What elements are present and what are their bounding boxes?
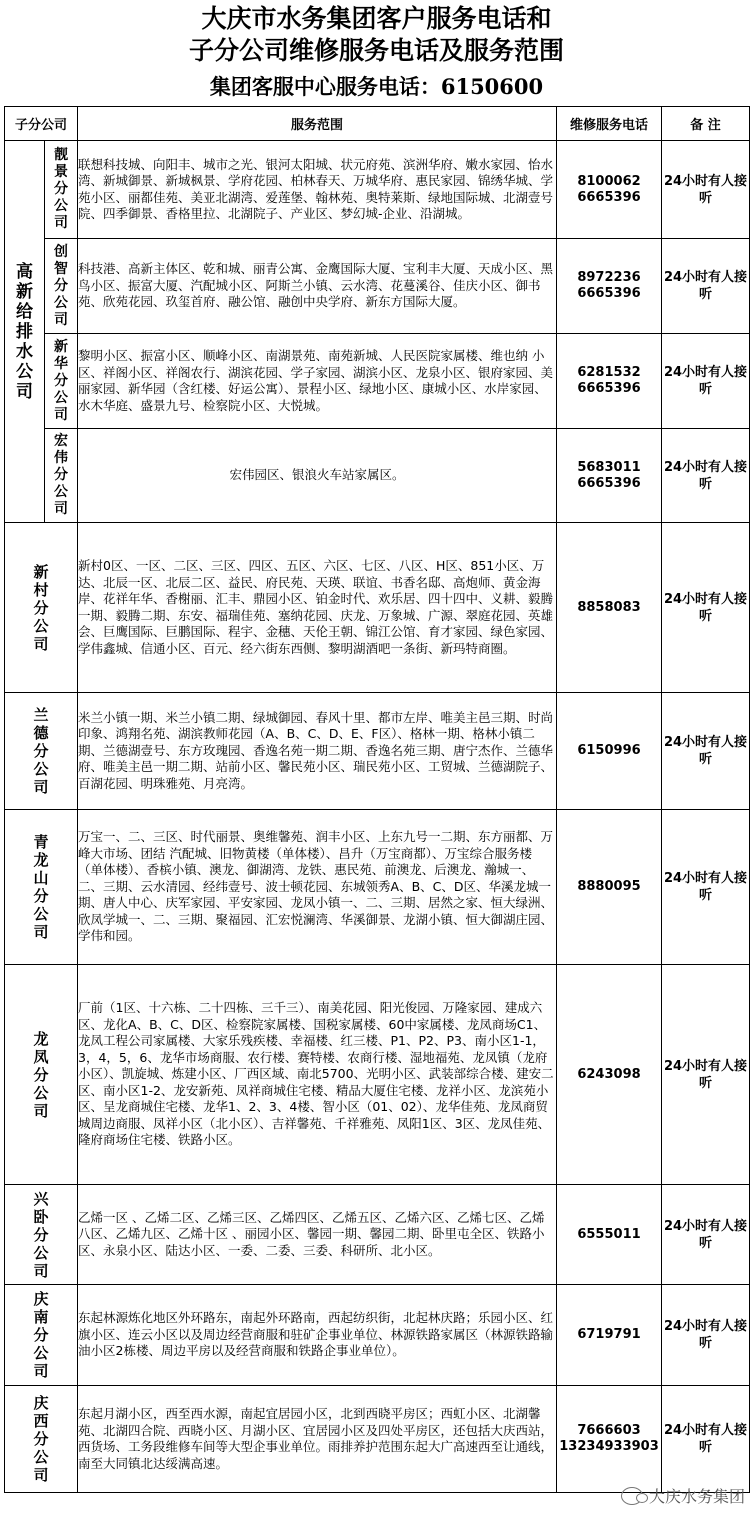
service-scope: 乙烯一区 、乙烯二区、乙烯三区、乙烯四区、乙烯五区、乙烯六区、乙烯七区、乙烯八区、乙烯九区、乙烯十区 、丽园小区、馨园一期、馨园二期、卧里屯全区、铁路小区、永泉小区、陆达小区、一委、二委、三委、科研所、北小区。 [78,1185,557,1285]
group-name-gaoxin: 高新给排水公司 [16,261,33,402]
watermark [621,1484,745,1507]
phone-cell [557,334,662,429]
phone-number: 8880095 [577,879,641,894]
sub-company-name: 新华分公司 [54,338,68,423]
table-row [5,141,750,239]
service-scope: 宏伟园区、银浪火车站家属区。 [78,429,557,523]
sub-company-cell [45,334,78,429]
remark-cell: 24小时有人接听 [662,1285,750,1386]
sub-company-name: 靓景分公司 [54,147,68,231]
remark-cell: 24小时有人接听 [662,1386,750,1493]
phone-cell [557,810,662,965]
sub-company-cell [45,141,78,239]
company-cell [5,693,78,810]
group-cell-gaoxin [5,141,45,523]
phone-number: 6150996 [577,743,641,758]
service-scope: 东起林源炼化地区外环路东，南起外环路南，西起纺织街，北起林庆路；乐园小区、红旗小区、连云小区以及周边经营商服和驻矿企事业单位、林源铁路家属区（林源铁路输油小区2栋楼、周边平房以及经营商服和铁路企事业单位）。 [78,1285,557,1386]
title-line-2: 子分公司维修服务电话及服务范围 [188,36,564,65]
sub-company-name: 宏伟分公司 [54,433,68,517]
phone-cell [557,1185,662,1285]
phone-number: 6665396 [577,381,641,396]
phone-number: 6719791 [577,1327,641,1342]
remark-cell: 24小时有人接听 [662,965,750,1185]
company-cell [5,810,78,965]
company-cell [5,1185,78,1285]
table-header-row [5,107,750,141]
service-scope: 东起月湖小区，西至西水源，南起宜居园小区，北到西晓平房区；西虹小区、北湖馨苑、北湖四合院、西晓小区、月湖小区、宜居园小区及四处平房区，还包括大庆西站，西货场、工务段维修车间等大型企事业单位。雨排养护范围东起大广高速西至让通线，南至大同镇北达绥满高速。 [78,1386,557,1493]
sub-company-cell [45,429,78,523]
phone-cell [557,1386,662,1493]
remark-cell: 24小时有人接听 [662,693,750,810]
remark-cell: 24小时有人接听 [662,810,750,965]
header-company: 子分公司 [5,107,78,141]
title-line-1: 大庆市水务集团客户服务电话和 [201,4,552,33]
company-name: 兰德分公司 [33,706,49,796]
table-row [5,523,750,693]
phone-number: 13234933903 [559,1439,659,1454]
remark-cell: 24小时有人接听 [662,334,750,429]
remark-cell: 24小时有人接听 [662,141,750,239]
service-table [4,106,750,1493]
sub-company-name: 创智分公司 [54,243,68,328]
service-scope: 万宝一、二、三区、时代丽景、奥维馨苑、润丰小区、上东九号一二期、东方丽都、万峰大市场、团结 汽配城、旧物黄楼（单体楼）、昌升（万宝商都）、万宝综合服务楼（单体楼）、香槟小镇、澳龙、御湖湾、龙铁、惠民苑、前澳龙、后澳龙、瀚城一、二、三期、云水清园、经纬壹号、波士顿花园、东城领秀A、B、C、D区、华溪龙城一期、唐人中心、庆军家园、平安家园、龙凤小镇一、二、三期、居然之家、恒大绿洲、欣凤学城一、二、三期、聚福园、汇宏悦澜湾、华溪御景、龙湖小镇、恒大御湖庄园、学伟和园。 [78,810,557,965]
phone-cell [557,523,662,693]
phone-number: 8100062 [577,173,641,189]
remark-cell: 24小时有人接听 [662,523,750,693]
company-cell [5,965,78,1185]
company-name: 庆西分公司 [33,1394,49,1484]
service-scope: 科技港、高新主体区、乾和城、丽青公寓、金鹰国际大厦、宝利丰大厦、天成小区、黑鸟小区、振富大厦、汽配城小区、阿斯兰小镇、云水湾、花蔓溪谷、佳庆小区、御书苑、欣苑花园、玖玺首府、融公馆、融创中央学府、新东方国际大厦。 [78,239,557,334]
watermark-text: 大庆水务集团 [648,1487,745,1506]
phone-cell [557,1285,662,1386]
phone-cell [557,693,662,810]
header-remark: 备 注 [662,107,750,141]
remark-cell: 24小时有人接听 [662,429,750,523]
company-name: 兴卧分公司 [33,1189,49,1280]
phone-number: 6281532 [577,365,641,380]
phone-number: 6665396 [577,475,641,491]
wechat-icon [621,1487,643,1505]
company-name: 庆南分公司 [33,1290,49,1380]
remark-cell: 24小时有人接听 [662,239,750,334]
phone-number: 6243098 [577,1066,641,1082]
table-row [5,334,750,429]
service-scope: 厂前（1区、十六栋、二十四栋、三千三）、南美花园、阳光俊园、万隆家园、建成六区、龙化A、B、C、D区、检察院家属楼、国税家属楼、60中家属楼、龙凤商场C1、龙凤工程公司家属楼、大家乐残疾楼、幸福楼、红三楼、P1、P2、P3、南小区1-1，3，4，5，6、龙华市场商服、农行楼、赛特楼、农商行楼、湿地福苑、龙凤镇（龙府小区）、凯旋城、炼建小区、厂西区域、南北5700、光明小区、武装部综合楼、建安二区、南小区1-2、龙安新苑、凤祥商城住宅楼、精品大厦住宅楼、龙祥小区、龙滨苑小区、呈龙商城住宅楼、龙华1、2、3、4楼、智小区（01、02）、龙华佳苑、龙凤商贸城周边商服、凤祥小区（北小区）、吉祥馨苑、千祥雅苑、凤阳1区、3区、龙凤佳苑、隆府商场住宅楼、铁路小区。 [78,965,557,1185]
table-row [5,965,750,1185]
header-phone: 维修服务电话 [557,107,662,141]
phone-cell [557,429,662,523]
phone-number: 7666603 [577,1423,641,1438]
table-row [5,1285,750,1386]
company-name: 青龙山分公司 [33,833,49,941]
table-row [5,1386,750,1493]
phone-number: 8972236 [577,270,641,285]
table-row [5,239,750,334]
company-cell [5,1285,78,1386]
phone-cell [557,141,662,239]
phone-cell [557,239,662,334]
company-name: 新村分公司 [33,562,49,653]
table-row [5,810,750,965]
table-row [5,693,750,810]
phone-number: 6665396 [577,189,641,205]
phone-number: 8858083 [577,599,641,615]
service-hotline: 集团客服中心服务电话：6150600 [209,74,544,99]
company-cell [5,1386,78,1493]
service-scope: 黎明小区、振富小区、顺峰小区、南湖景苑、南苑新城、人民医院家属楼、维也纳 小区、祥阁小区、祥阁农行、湖滨花园、学子家园、湖滨小区、龙泉小区、银府家园、美丽家园、新华园（含红楼、好运公寓）、景程小区、绿地小区、康城小区、水岸家园、水木华庭、盛景九号、检察院小区、大悦城。 [78,334,557,429]
table-row [5,1185,750,1285]
sub-company-cell [45,239,78,334]
service-scope: 新村0区、一区、二区、三区、四区、五区、六区、七区、八区、H区、851小区、万达、北辰一区、北辰二区、益民、府民苑、天瑛、联谊、书香名邸、高炮师、黄金海岸、花祥年华、香榭丽、汇丰、鼎园小区、铂金时代、欢乐居、四十四中、义耕、毅腾一期、毅腾二期、东安、福瑞佳苑、塞纳花园、庆龙、万象城、广源、翠庭花园、英雄会、巨鹰国际、巨鹏国际、程宇、金穗、天伦王朝、锦江公馆、育才家园、绿色家园、学伟鑫城、信通小区、百元、经六街东西侧、黎明湖酒吧一条街、新玛特商圈。 [78,523,557,693]
company-name: 龙凤分公司 [33,1029,49,1120]
remark-cell: 24小时有人接听 [662,1185,750,1285]
table-row [5,429,750,523]
phone-number: 6555011 [577,1226,641,1242]
phone-number: 5683011 [577,459,641,475]
header-scope: 服务范围 [78,107,557,141]
company-cell [5,523,78,693]
phone-number: 6665396 [577,286,641,301]
phone-cell [557,965,662,1185]
service-scope: 联想科技城、向阳丰、城市之光、银河太阳城、状元府苑、滨洲华府、嫩水家园、怡水湾、新城御景、新城枫景、学府花园、柏林春天、万城华府、惠民家园、锦绣华城、学苑小区、丽都佳苑、美亚北湖湾、爱莲堡、翰林苑、奥特莱斯、绿地国际城、北湖壹号院、四季御景、香格里拉、北湖院子、产业区、梦幻城-企业、沿湖城。 [78,141,557,239]
service-scope: 米兰小镇一期、米兰小镇二期、绿城御园、春风十里、都市左岸、唯美主邑三期、时尚印象、鸿翔名苑、湖滨教师花园（A、B、C、D、E、F区）、格林一期、格林小镇二期、兰德湖壹号、东方玫瑰园、香逸名苑一期二期、香逸名苑三期、唐宁杰作、兰德华府、唯美主邑一期二期、站前小区、馨民苑小区、瑞民苑小区、工贸城、兰德湖院子、百湖花园、明珠雅苑、月亮湾。 [78,693,557,810]
